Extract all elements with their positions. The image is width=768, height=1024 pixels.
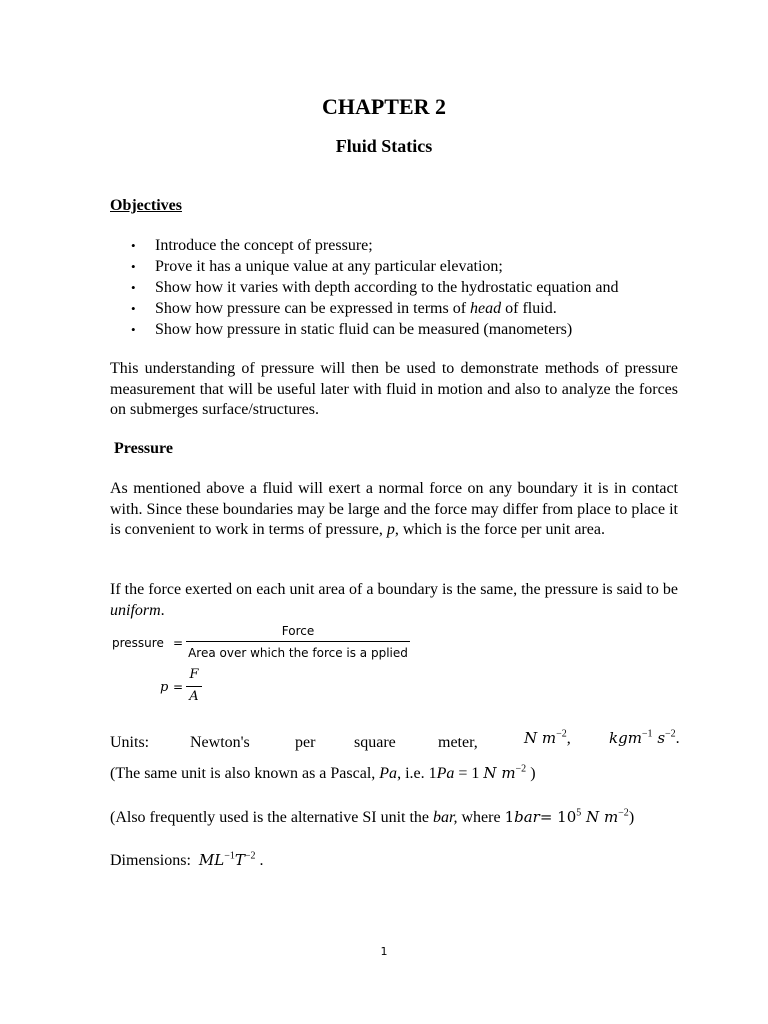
chapter-heading: CHAPTER 2 xyxy=(321,94,447,119)
eq2-lhs: p xyxy=(160,680,169,695)
unit-newton-per-square-meter: N $m^{-2}$, xyxy=(524,728,571,747)
eq1-equals: = xyxy=(173,636,184,650)
eq1-fraction-bar xyxy=(186,641,410,642)
pressure-paragraph-1: As mentioned above a fluid will exert a normal force on any boundary it is in contact with. Since these boundaries may be large and the force may differ from place to place it is convenient to work in terms of pressure, p, which is the force per unit area. xyxy=(110,480,678,538)
eq2-denominator: A xyxy=(189,689,199,704)
units-word: Newton's xyxy=(190,734,250,751)
eq1-lhs: pressure xyxy=(112,636,164,650)
units-word: square xyxy=(354,734,396,751)
list-item: • Introduce the concept of pressure; xyxy=(110,235,618,256)
eq1-numerator: Force xyxy=(281,624,315,638)
eq1-denominator: Area over which the force is a pplied xyxy=(188,646,408,660)
list-item: • Show how pressure in static fluid can be measured (manometers) xyxy=(110,319,618,340)
page-number: 1 xyxy=(380,945,388,958)
list-item: • Show how pressure can be expressed in terms of head of fluid. xyxy=(110,298,618,319)
eq2-numerator: F xyxy=(189,667,199,682)
unit-kg-per-m-s2: kgm$^{-1}$ $s^{-2}$. xyxy=(609,728,680,747)
list-item: • Show how it varies with depth according to the hydrostatic equation and xyxy=(110,277,618,298)
list-item: • Prove it has a unique value at any particular elevation; xyxy=(110,256,618,277)
units-word: meter, xyxy=(438,734,478,751)
dimensions-line: Dimensions: $ML^{-1}T^{-2}$ . xyxy=(110,850,264,869)
pressure-heading: Pressure xyxy=(114,440,173,457)
objectives-list xyxy=(110,235,618,340)
units-word: per xyxy=(295,734,316,751)
pressure-paragraph-2: If the force exerted on each unit area of a boundary is the same, the pressure is said to be uniform. xyxy=(110,581,678,619)
bar-line: (Also frequently used is the alternative SI unit the bar, where $1bar= 10^5$ N $m^{-2}$) xyxy=(110,807,635,826)
pascal-line: (The same unit is also known as a Pascal, Pa, i.e. 1Pa = 1 N $m^{-2}$ ) xyxy=(110,763,536,782)
units-label: Units: xyxy=(110,734,150,751)
intro-paragraph: This understanding of pressure will then be used to demonstrate methods of pressure measurement that will be useful later with fluid in motion and also to analyze the forces on submerges surface/structures. xyxy=(110,360,678,418)
eq2-equals: = xyxy=(173,680,184,694)
eq2-fraction-bar xyxy=(186,686,202,687)
objectives-heading: Objectives xyxy=(110,197,182,214)
chapter-title: Fluid Statics xyxy=(335,136,433,156)
